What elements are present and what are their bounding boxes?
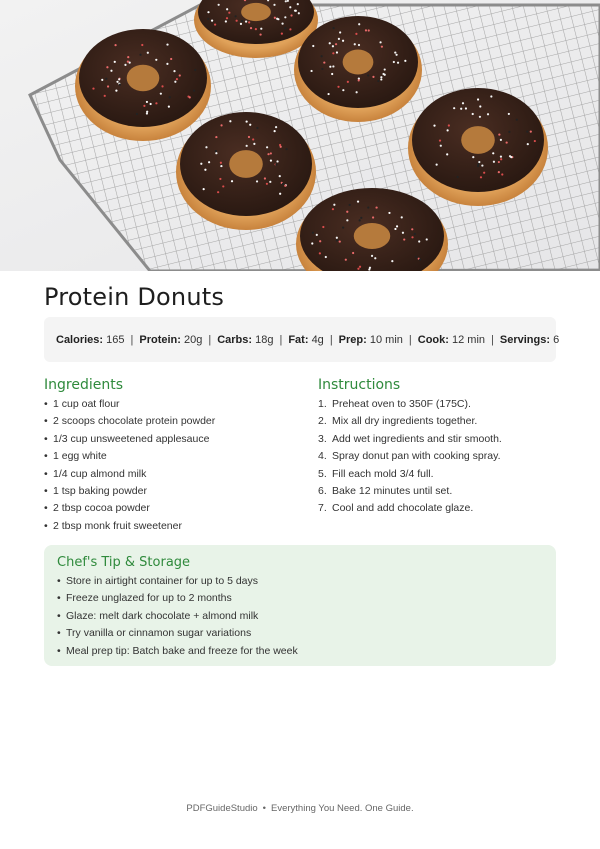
bullet-icon: •: [44, 450, 48, 463]
tip-item: [57, 643, 298, 660]
ingredients-heading: Ingredients: [44, 377, 123, 393]
ingredient-item-text: 1 tsp baking powder: [53, 484, 147, 497]
ingredient-item-text: 2 tbsp monk fruit sweetener: [53, 519, 182, 532]
bullet-icon: •: [44, 484, 48, 497]
bullet-icon: •: [44, 519, 48, 532]
donut-icon: [294, 16, 422, 122]
nutrition-label: Prep:: [338, 333, 367, 346]
nutrition-item: [418, 334, 485, 346]
nutrition-label: Calories:: [56, 333, 104, 346]
nutrition-value: 18g: [255, 333, 274, 346]
bullet-icon: •: [44, 398, 48, 410]
instruction-step: [318, 413, 568, 430]
instruction-step-text: Mix all dry ingredients together.: [332, 415, 478, 428]
nutrition-value: 4g: [311, 333, 324, 346]
instructions-list: [318, 396, 568, 518]
nutrition-separator: |: [408, 333, 412, 346]
hero-photo: [0, 0, 600, 271]
bullet-icon: •: [57, 644, 61, 657]
ingredients-list: [44, 396, 294, 535]
tip-item: [57, 625, 298, 642]
footer: [0, 803, 600, 814]
nutrition-item: [217, 334, 273, 346]
footer-tagline: Everything You Need. One Guide.: [271, 803, 414, 814]
chef-tip-heading: Chef's Tip & Storage: [57, 555, 191, 570]
step-number: 5.: [318, 467, 327, 480]
nutrition-label: Carbs:: [217, 333, 253, 346]
nutrition-value: 20g: [183, 333, 203, 346]
nutrition-separator: |: [130, 333, 134, 346]
nutrition-label: Servings:: [499, 333, 551, 346]
tip-item: [57, 590, 298, 607]
ingredient-item-text: 1/4 cup almond milk: [53, 467, 147, 480]
instruction-step: [318, 483, 568, 500]
ingredient-item-text: 1 cup oat flour: [53, 398, 120, 410]
instruction-step: [318, 500, 568, 517]
nutrition-item: [288, 334, 323, 346]
instruction-step-text: Preheat oven to 350F (175C).: [332, 398, 471, 410]
bullet-icon: •: [44, 415, 48, 428]
step-number: 3.: [318, 432, 327, 445]
nutrition-label: Cook:: [417, 333, 449, 346]
nutrition-value: 165: [106, 333, 125, 346]
tip-item: [57, 608, 298, 625]
step-number: 6.: [318, 484, 327, 497]
tip-item-text: Meal prep tip: Batch bake and freeze for the week: [66, 644, 298, 657]
bullet-icon: •: [57, 609, 61, 622]
tip-item-text: Glaze: melt dark chocolate + almond milk: [66, 609, 259, 622]
bullet-icon: •: [44, 467, 48, 480]
instruction-step: [318, 466, 568, 483]
chef-tip-list: [57, 573, 298, 660]
nutrition-item: [139, 334, 202, 346]
bullet-icon: •: [57, 575, 61, 587]
tip-item-text: Try vanilla or cinnamon sugar variations: [66, 627, 252, 640]
ingredient-item-text: 1/3 cup unsweetened applesauce: [53, 432, 210, 445]
nutrition-separator: |: [329, 333, 333, 346]
nutrition-separator: |: [491, 333, 494, 346]
chef-tip-box: [44, 545, 556, 666]
donut-icon: [408, 88, 548, 206]
bullet-icon: •: [57, 627, 61, 640]
tip-item: [57, 573, 298, 590]
ingredient-item-text: 2 scoops chocolate protein powder: [53, 415, 216, 428]
ingredient-item-text: 1 egg white: [53, 450, 107, 463]
bullet-icon: •: [44, 502, 48, 515]
nutrition-bar: [44, 317, 560, 362]
step-number: 2.: [318, 415, 327, 428]
nutrition-item: [56, 334, 125, 346]
ingredient-item: [44, 466, 294, 483]
ingredient-item: [44, 483, 294, 500]
bullet-icon: •: [44, 432, 48, 445]
nutrition-value: 10 min: [369, 333, 403, 346]
tip-item-text: Freeze unglazed for up to 2 months: [66, 592, 232, 605]
instruction-step: [318, 448, 568, 465]
instruction-step: [318, 431, 568, 448]
instruction-step: [318, 396, 568, 413]
donut-icon: [176, 112, 316, 230]
step-number: 1.: [318, 398, 327, 410]
page-title: Protein Donuts: [44, 283, 225, 311]
nutrition-label: Fat:: [288, 333, 309, 346]
ingredient-item: [44, 413, 294, 430]
tip-item-text: Store in airtight container for up to 5 days: [66, 575, 259, 587]
footer-brand: PDFGuideStudio: [186, 803, 258, 814]
ingredient-item-text: 2 tbsp cocoa powder: [53, 502, 150, 515]
step-number: 4.: [318, 450, 327, 463]
footer-separator: •: [262, 803, 266, 814]
nutrition-separator: |: [208, 333, 212, 346]
nutrition-item: [500, 334, 559, 346]
nutrition-item: [339, 334, 403, 346]
nutrition-value: 6: [553, 333, 560, 346]
nutrition-label: Protein:: [139, 333, 181, 346]
ingredient-item: [44, 518, 294, 535]
instruction-step-text: Fill each mold 3/4 full.: [332, 467, 434, 480]
ingredient-item: [44, 500, 294, 517]
bullet-icon: •: [57, 592, 61, 605]
donut-icon: [75, 29, 211, 141]
ingredient-item: [44, 431, 294, 448]
instructions-heading: Instructions: [318, 377, 401, 393]
instruction-step-text: Cool and add chocolate glaze.: [332, 502, 474, 515]
step-number: 7.: [318, 502, 327, 515]
ingredient-item: [44, 396, 294, 413]
nutrition-separator: |: [279, 333, 283, 346]
donuts-on-cooling-rack-photo: [0, 0, 600, 271]
nutrition-value: 12 min: [451, 333, 486, 346]
instruction-step-text: Bake 12 minutes until set.: [332, 484, 453, 497]
ingredient-item: [44, 448, 294, 465]
instruction-step-text: Add wet ingredients and stir smooth.: [332, 432, 502, 445]
instruction-step-text: Spray donut pan with cooking spray.: [332, 450, 501, 463]
